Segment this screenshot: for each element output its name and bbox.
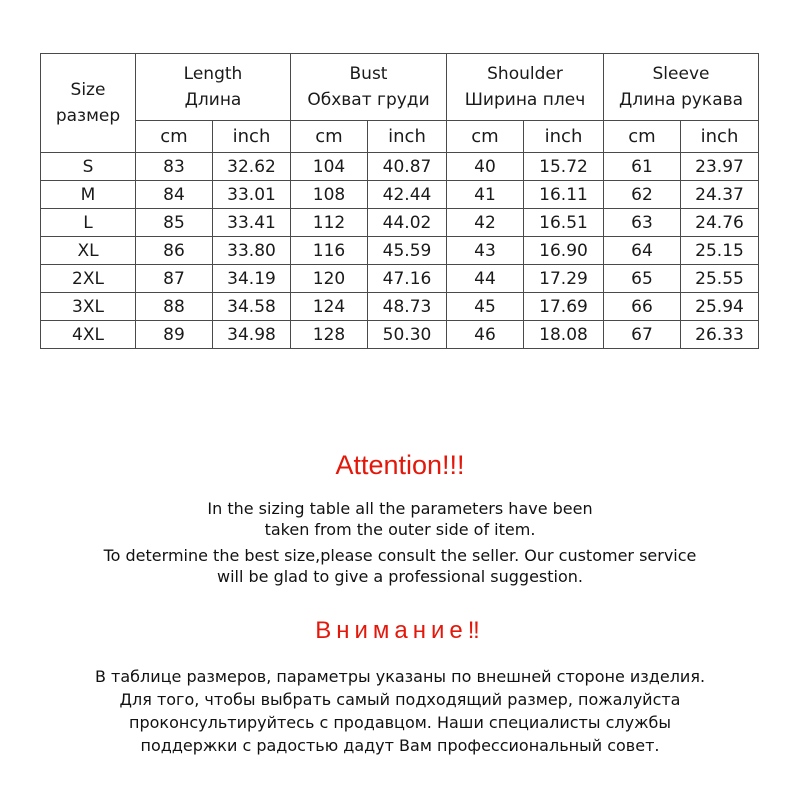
- attention-heading-en: Attention!!!: [335, 450, 465, 480]
- size-label-cell: 3XL: [41, 293, 136, 321]
- bust-header: [291, 54, 447, 121]
- size-label-cell: S: [41, 153, 136, 181]
- size-chart-table: [40, 53, 759, 349]
- table-cell: 112: [291, 209, 368, 237]
- sleeve-header-ru: Длина рукава: [618, 90, 744, 110]
- table-cell: 120: [291, 265, 368, 293]
- length-header-en: Length: [183, 64, 243, 84]
- table-cell: 85: [136, 209, 213, 237]
- table-cell: 89: [136, 321, 213, 349]
- size-label-cell: M: [41, 181, 136, 209]
- note-line: In the sizing table all the parameters have been: [207, 499, 593, 518]
- table-row: [41, 321, 759, 349]
- table-cell: 33.01: [213, 181, 291, 209]
- note-line: проконсультируйтесь с продавцом. Наши специалисты службы: [129, 713, 671, 732]
- length-header-ru: Длина: [184, 90, 242, 110]
- table-cell: 25.15: [681, 237, 759, 265]
- table-cell: 43: [447, 237, 524, 265]
- table-cell: 34.19: [213, 265, 291, 293]
- table-cell: 18.08: [524, 321, 604, 349]
- shoulder-header-ru: Ширина плеч: [464, 90, 586, 110]
- table-cell: 45: [447, 293, 524, 321]
- attention-note-en-2: [0, 545, 800, 587]
- table-cell: 45.59: [368, 237, 447, 265]
- table-cell: 16.51: [524, 209, 604, 237]
- table-cell: 33.41: [213, 209, 291, 237]
- sleeve-header: [604, 54, 759, 121]
- table-cell: 63: [604, 209, 681, 237]
- table-cell: 50.30: [368, 321, 447, 349]
- attention-heading-ru: Внимание‼: [315, 617, 485, 644]
- table-cell: 25.94: [681, 293, 759, 321]
- table-cell: 26.33: [681, 321, 759, 349]
- table-cell: 42.44: [368, 181, 447, 209]
- note-line: will be glad to give a professional suggestion.: [216, 567, 583, 586]
- table-cell: 23.97: [681, 153, 759, 181]
- size-header-ru: размер: [55, 106, 121, 126]
- note-line: В таблице размеров, параметры указаны по внешней стороне изделия.: [94, 667, 706, 686]
- shoulder-header-en: Shoulder: [487, 64, 563, 84]
- table-cell: 84: [136, 181, 213, 209]
- unit-header: cm: [447, 121, 524, 153]
- size-label-cell: XL: [41, 237, 136, 265]
- table-cell: 24.37: [681, 181, 759, 209]
- attention-note-ru: [0, 665, 800, 757]
- table-cell: 108: [291, 181, 368, 209]
- table-cell: 128: [291, 321, 368, 349]
- sleeve-header-en: Sleeve: [652, 64, 710, 84]
- table-cell: 16.11: [524, 181, 604, 209]
- size-column-header: [41, 54, 136, 153]
- table-cell: 116: [291, 237, 368, 265]
- table-cell: 124: [291, 293, 368, 321]
- note-line: Для того, чтобы выбрать самый подходящий размер, пожалуйста: [119, 690, 681, 709]
- table-cell: 65: [604, 265, 681, 293]
- unit-header: cm: [136, 121, 213, 153]
- table-cell: 40: [447, 153, 524, 181]
- table-cell: 64: [604, 237, 681, 265]
- attention-note-en-1: [0, 498, 800, 540]
- table-cell: 83: [136, 153, 213, 181]
- note-line: поддержки с радостью дадут Вам профессиональный совет.: [140, 736, 660, 755]
- unit-header: inch: [681, 121, 759, 153]
- table-cell: 61: [604, 153, 681, 181]
- length-header: [136, 54, 291, 121]
- unit-header-row: [41, 121, 759, 153]
- table-cell: 34.58: [213, 293, 291, 321]
- table-row: [41, 293, 759, 321]
- table-cell: 62: [604, 181, 681, 209]
- table-row: [41, 237, 759, 265]
- note-line: taken from the outer side of item.: [264, 520, 536, 539]
- table-cell: 40.87: [368, 153, 447, 181]
- note-line: To determine the best size,please consult the seller. Our customer service: [103, 546, 697, 565]
- table-cell: 44: [447, 265, 524, 293]
- table-cell: 44.02: [368, 209, 447, 237]
- bust-header-ru: Обхват груди: [307, 90, 430, 110]
- table-header-row: [41, 54, 759, 121]
- table-cell: 17.29: [524, 265, 604, 293]
- table-row: [41, 181, 759, 209]
- table-row: [41, 209, 759, 237]
- table-row: [41, 153, 759, 181]
- table-cell: 16.90: [524, 237, 604, 265]
- table-cell: 15.72: [524, 153, 604, 181]
- size-label-cell: L: [41, 209, 136, 237]
- table-cell: 48.73: [368, 293, 447, 321]
- shoulder-header: [447, 54, 604, 121]
- table-cell: 88: [136, 293, 213, 321]
- size-label-cell: 4XL: [41, 321, 136, 349]
- table-cell: 104: [291, 153, 368, 181]
- table-cell: 17.69: [524, 293, 604, 321]
- table-cell: 86: [136, 237, 213, 265]
- unit-header: cm: [291, 121, 368, 153]
- table-cell: 87: [136, 265, 213, 293]
- table-cell: 33.80: [213, 237, 291, 265]
- unit-header: cm: [604, 121, 681, 153]
- size-label-cell: 2XL: [41, 265, 136, 293]
- unit-header: inch: [524, 121, 604, 153]
- size-header-en: Size: [70, 80, 106, 100]
- table-cell: 34.98: [213, 321, 291, 349]
- table-cell: 46: [447, 321, 524, 349]
- unit-header: inch: [213, 121, 291, 153]
- table-cell: 41: [447, 181, 524, 209]
- table-row: [41, 265, 759, 293]
- table-cell: 66: [604, 293, 681, 321]
- table-cell: 47.16: [368, 265, 447, 293]
- table-cell: 42: [447, 209, 524, 237]
- bust-header-en: Bust: [349, 64, 388, 84]
- table-cell: 24.76: [681, 209, 759, 237]
- unit-header: inch: [368, 121, 447, 153]
- table-cell: 25.55: [681, 265, 759, 293]
- table-cell: 32.62: [213, 153, 291, 181]
- table-cell: 67: [604, 321, 681, 349]
